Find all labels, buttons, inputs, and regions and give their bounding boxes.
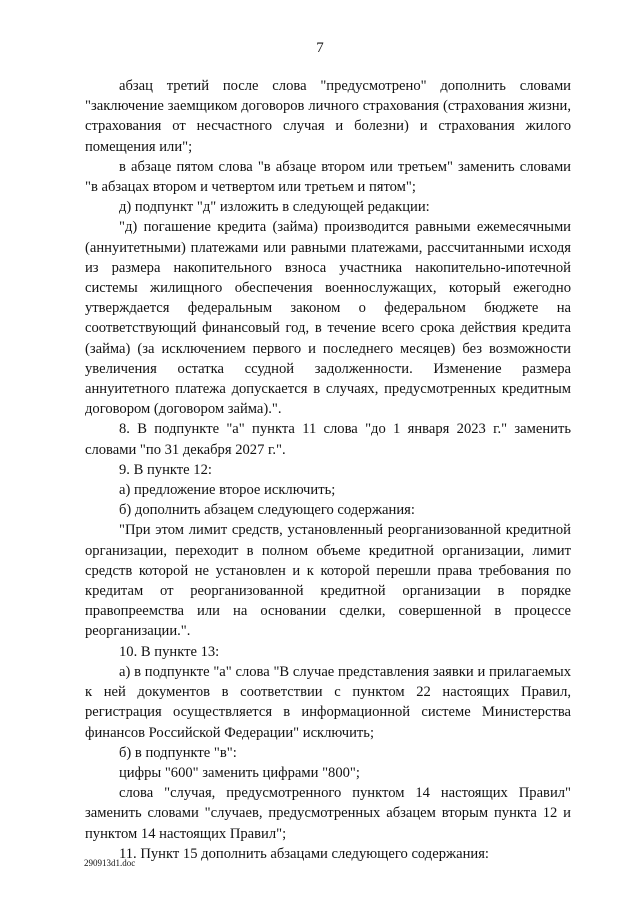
paragraph: д) подпункт "д" изложить в следующей редакции: (119, 199, 430, 216)
page-number: 7 (316, 40, 324, 56)
paragraph: "При этом лимит средств, установленный реорганизованной кредитной организации, переходит в полном объеме кредитной организации, лимит средств которой не установлен и к которой перешли права требования по кредитам от реорганизованной кредитной организации в порядке правопреемства или на основании сделки, совершенной в процессе реорганизации.". (85, 522, 571, 640)
paragraph: 10. В пункте 13: (119, 643, 220, 660)
document-body (85, 76, 571, 864)
paragraph: 9. В пункте 12: (119, 461, 212, 478)
paragraph: а) предложение второе исключить; (119, 482, 336, 499)
paragraph: "д) погашение кредита (займа) производится равными ежемесячными (аннуитетными) платежами или равными платежами, рассчитанными исходя из размера накопительного взноса участника накопительно-ипотечной системы жилищного обеспечения военнослужащих, который ежегодно утверждается федеральным законом о федеральном бюджете на соответствующий финансовый год, в течение всего срока действия кредита (займа) (за исключением первого и последнего месяцев) без возможности увеличения остатка ссудной задолженности. Изменение размера аннуитетного платежа допускается в случаях, предусмотренных кредитным договором (договором займа).". (85, 219, 571, 418)
paragraph: цифры "600" заменить цифрами "800"; (119, 764, 360, 781)
paragraph: абзац третий после слова "предусмотрено" дополнить словами "заключение заемщиком договоров личного страхования (страхования жизни, страхования от несчастного случая и болезни) и страхования жилого помещения или"; (85, 78, 571, 155)
paragraph: б) в подпункте "в": (119, 744, 237, 761)
paragraph: 8. В подпункте "а" пункта 11 слова "до 1 января 2023 г." заменить словами "по 31 декабря 2027 г.". (85, 421, 571, 458)
paragraph: 11. Пункт 15 дополнить абзацами следующего содержания: (119, 845, 489, 862)
paragraph: а) в подпункте "а" слова "В случае представления заявки и прилагаемых к ней документов в соответствии с пунктом 22 настоящих Правил, регистрация осуществляется в информационной системе Министерства финансов Российской Федерации" исключить; (85, 663, 571, 741)
paragraph: в абзаце пятом слова "в абзаце втором или третьем" заменить словами "в абзацах втором и четвертом или третьем и пятом"; (85, 158, 571, 196)
paragraph: слова "случая, предусмотренного пунктом 14 настоящих Правил" заменить словами "случаев, предусмотренных абзацем вторым пункта 12 и пунктом 14 настоящих Правил"; (85, 785, 571, 842)
footer-file-code: 290913d1.doc (84, 858, 136, 868)
paragraph: б) дополнить абзацем следующего содержания: (119, 502, 415, 519)
